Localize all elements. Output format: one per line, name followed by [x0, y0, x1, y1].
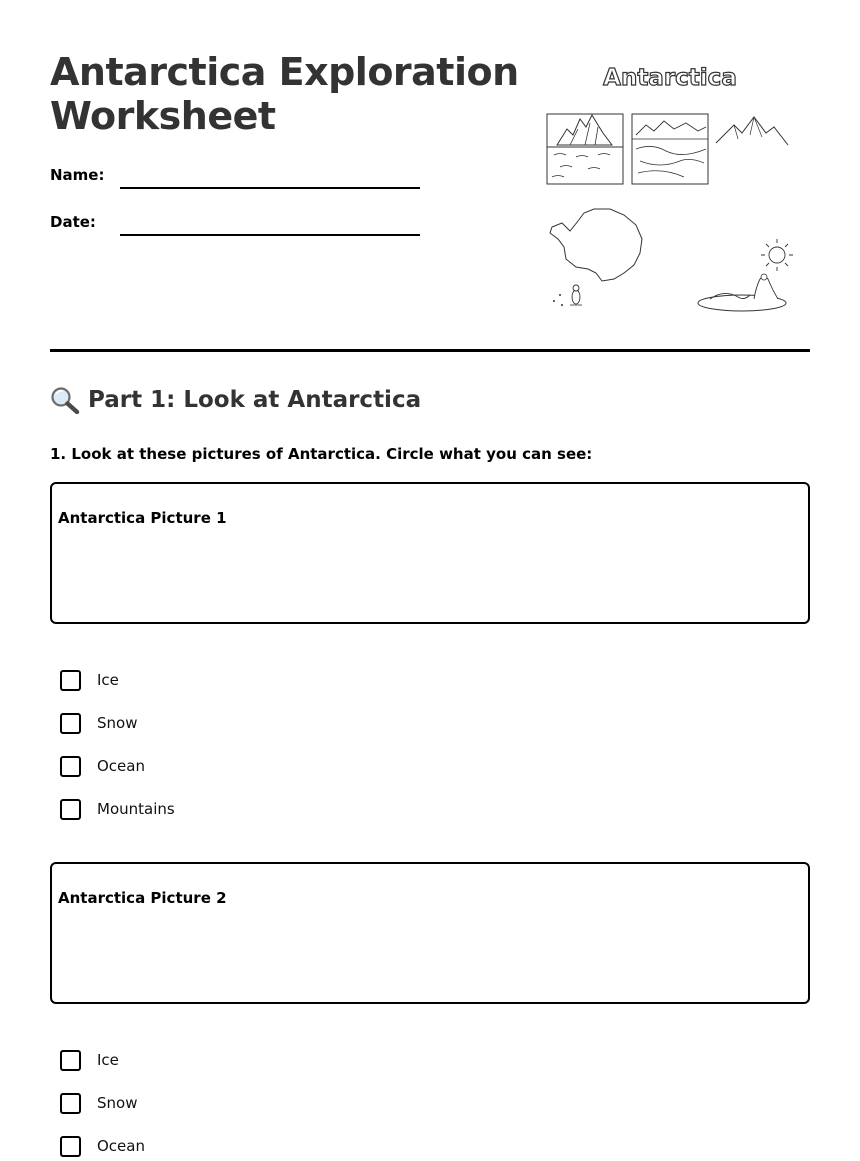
checkbox[interactable]: [60, 756, 81, 777]
checkbox[interactable]: [60, 670, 81, 691]
continent-map-icon: [550, 209, 642, 281]
option-label: Ocean: [97, 757, 145, 775]
option-pic1-ice[interactable]: [60, 668, 119, 692]
header-divider: [50, 349, 810, 352]
option-label: Ice: [97, 671, 119, 689]
mountain-icon: [716, 117, 788, 145]
option-label: Snow: [97, 714, 138, 732]
option-label: Mountains: [97, 800, 175, 818]
picture-box-2: [50, 862, 810, 1004]
name-label: Name:: [50, 166, 105, 184]
option-label: Snow: [97, 1094, 138, 1112]
name-field[interactable]: [120, 187, 420, 189]
option-label: Ocean: [97, 1137, 145, 1155]
title-line-2: Worksheet: [50, 94, 276, 138]
antarctica-illustration: [540, 55, 800, 320]
option-pic1-ocean[interactable]: [60, 754, 145, 778]
glacier-icon: [632, 114, 708, 184]
antarctica-art-label: Antarctica: [603, 65, 737, 91]
option-pic2-snow[interactable]: [60, 1091, 137, 1115]
date-label: Date:: [50, 213, 96, 231]
part1-heading: [50, 386, 421, 414]
sun-icon: [761, 239, 793, 271]
option-pic2-ocean[interactable]: [60, 1134, 145, 1158]
checkbox[interactable]: [60, 713, 81, 734]
magnifying-glass-icon: [50, 386, 80, 414]
worksheet-title: [50, 50, 519, 138]
penguin-icon: [553, 285, 582, 306]
part1-title: Part 1: Look at Antarctica: [88, 387, 422, 413]
picture-label-2: Antarctica Picture 2: [58, 889, 227, 907]
question-1: 1. Look at these pictures of Antarctica. Circle what you can see:: [50, 445, 593, 463]
checkbox[interactable]: [60, 1136, 81, 1157]
iceberg-icon: [547, 114, 623, 184]
checkbox[interactable]: [60, 1050, 81, 1071]
date-field[interactable]: [120, 234, 420, 236]
option-pic2-ice[interactable]: [60, 1048, 119, 1072]
option-pic1-snow[interactable]: [60, 711, 137, 735]
option-label: Ice: [97, 1051, 119, 1069]
picture-label-1: Antarctica Picture 1: [58, 509, 227, 527]
picture-box-1: [50, 482, 810, 624]
checkbox[interactable]: [60, 799, 81, 820]
checkbox[interactable]: [60, 1093, 81, 1114]
title-line-1: Antarctica Exploration: [50, 50, 519, 94]
option-pic1-mountains[interactable]: [60, 797, 175, 821]
seal-icon: [698, 274, 786, 311]
